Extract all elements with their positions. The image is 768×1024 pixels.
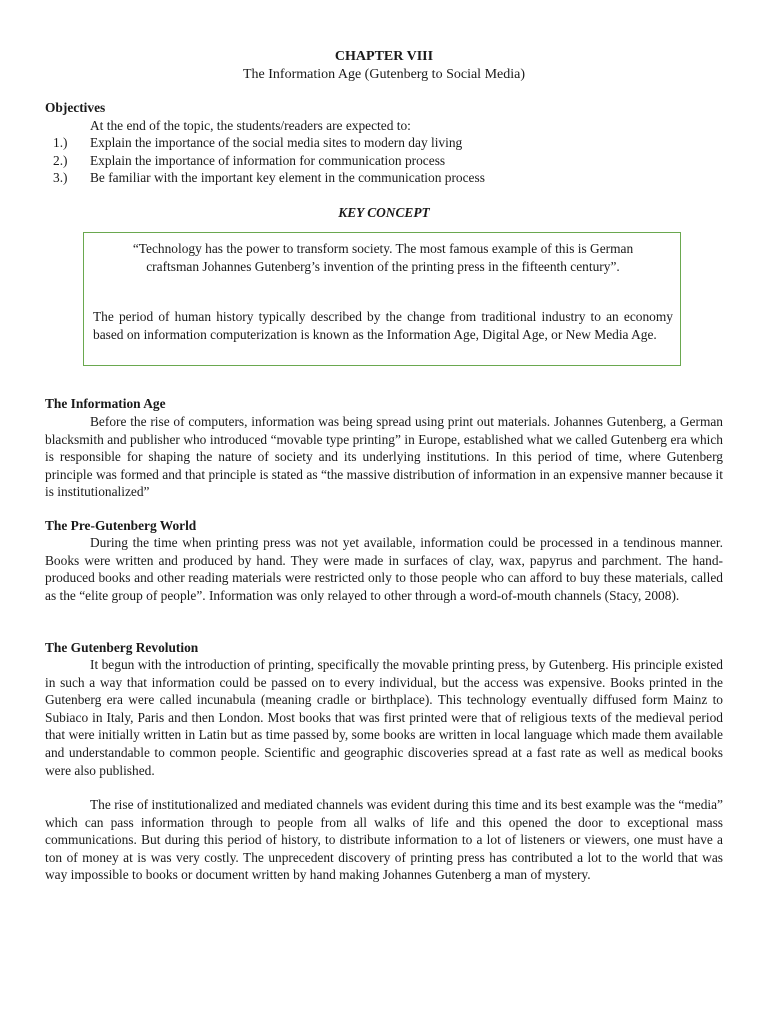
section-heading-gutenberg-revolution: The Gutenberg Revolution	[45, 640, 199, 655]
objective-number: 3.)	[53, 170, 68, 186]
chapter-title: The Information Age (Gutenberg to Social Media)	[243, 67, 525, 82]
chapter-number: CHAPTER VIII	[334, 49, 434, 64]
objective-text: Explain the importance of information for communication process	[90, 152, 446, 168]
section-heading-pre-gutenberg: The Pre-Gutenberg World	[45, 518, 197, 533]
objectives-intro: At the end of the topic, the students/readers are expected to:	[90, 118, 411, 133]
section-body-gutenberg-revolution-continued: The rise of institutionalized and mediated channels was evident during this time and its best example was the “media” which can pass information through to people from all walks of life and this opened the door to exceptional mass communications. But during this period of history, to distribute information to a lot of listeners or viewers, one must have a ton of money at is was very costly. The unprecedent discovery of printing press has contributed a lot to the world that was way impossible to books or document written by hand making Johannes Gutenberg a man of mystery.	[45, 797, 723, 883]
objective-item	[53, 134, 733, 152]
section-heading-information-age: The Information Age	[45, 396, 166, 411]
objectives-heading: Objectives	[45, 100, 106, 115]
objective-item	[53, 169, 733, 187]
section-body-pre-gutenberg: During the time when printing press was not yet available, information could be processed in a tendinous manner. Books were written and produced by hand. They were made in surfaces of clay, wax, papyrus and parchment. The hand-produced books and other reading materials were restricted only to those people who can afford to buy these materials, called as the “elite group of people”. Information was only relayed to other through a word-of-mouth channels (Stacy, 2008).	[45, 535, 723, 603]
section-body-information-age: Before the rise of computers, information was being spread using print out materials. Johannes Gutenberg, a German blacksmith and publisher who introduced “movable type printing” in Europe, established what we called Gutenberg era which is responsible for shaping the nature of society and its underlying institutions. In this period of time, where Gutenberg principle was formed and that principle is stated as “the massive distribution of information in an expensive manner because it is institutionalized”	[45, 414, 723, 500]
section-body-gutenberg-revolution: It begun with the introduction of printing, specifically the movable printing press, by Gutenberg. His principle existed in such a way that information could be passed on to every individual, but the access was expensive. Books printed in the Gutenberg era were called incunabula (meaning cradle or birthplace). This technology eventually diffused form Mainz to Subiaco in Italy, Paris and then London. Most books that was first printed were that of religious texts of the medieval period that were initially written in Latin but as time passed by, some books are written in local language which made them available and understandable to common people. Scientific and geographic discoveries spread at a fast rate as well as medical books were also published.	[45, 657, 723, 778]
objectives-list	[53, 134, 733, 187]
objective-number: 2.)	[53, 152, 68, 168]
objective-number: 1.)	[53, 135, 68, 150]
key-concept-box	[83, 232, 681, 366]
objective-item	[53, 152, 733, 170]
key-concept-heading: KEY CONCEPT	[338, 205, 430, 220]
key-concept-quote: “Technology has the power to transform society. The most famous example of this is German craftsman Johannes Gutenberg’s invention of the printing press in the fifteenth century”.	[132, 241, 634, 274]
key-concept-definition: The period of human history typically described by the change from traditional industry to an economy based on information computerization is known as the Information Age, Digital Age, or New Media Age.	[93, 309, 673, 342]
objective-text: Be familiar with the important key element in the communication process	[90, 170, 485, 186]
objective-text: Explain the importance of the social media sites to modern day living	[90, 135, 463, 150]
